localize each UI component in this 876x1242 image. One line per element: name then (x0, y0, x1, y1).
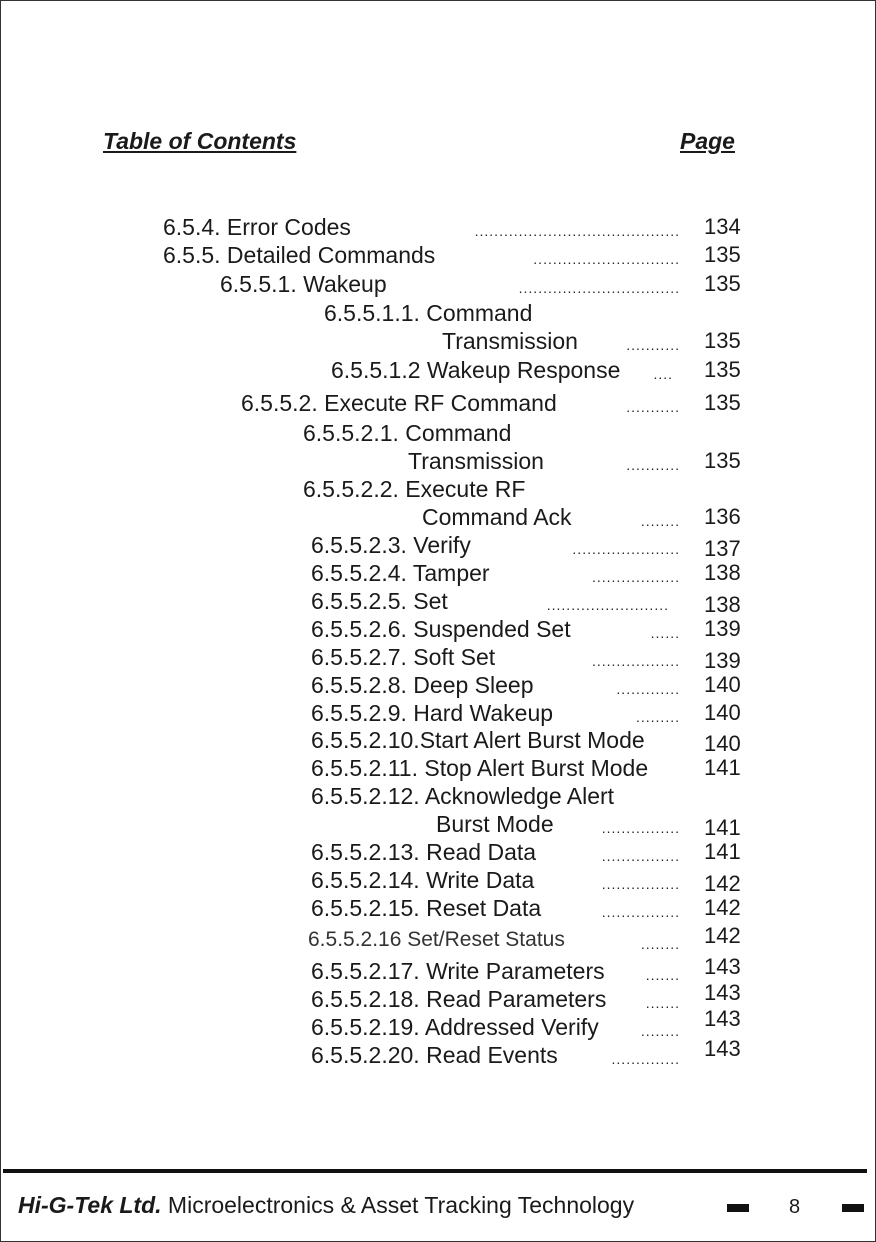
toc-entry[interactable] (0, 866, 876, 894)
toc-entry[interactable] (0, 782, 876, 810)
toc-entry-page: 135 (704, 271, 741, 296)
toc-entry-continuation[interactable] (0, 810, 876, 838)
leader-dots: ....... (645, 967, 680, 983)
toc-entry[interactable] (0, 726, 876, 754)
toc-entry[interactable] (0, 241, 876, 269)
footer-dash-left (727, 1204, 749, 1212)
toc-entry-label: 6.5.5.1.2 Wakeup Response (331, 357, 621, 383)
leader-dots: .................. (591, 653, 680, 669)
leader-dots: ...................... (572, 541, 680, 557)
toc-entry-page: 140 (704, 672, 741, 697)
toc-entry-page: 142 (704, 871, 741, 896)
toc-entry[interactable] (0, 299, 876, 327)
leader-dots: ................ (601, 820, 680, 836)
toc-title: Table of Contents (103, 128, 297, 154)
toc-entry-page: 143 (704, 1036, 741, 1061)
page-column-title: Page (680, 128, 735, 154)
toc-entry-page: 143 (704, 1006, 741, 1031)
footer-text (18, 1192, 634, 1219)
leader-dots: ........... (626, 457, 680, 473)
footer-dash-right (842, 1204, 864, 1212)
toc-entry[interactable] (0, 894, 876, 922)
toc-entry-page: 135 (704, 448, 741, 473)
toc-entry-label: 6.5.5.2.15. Reset Data (311, 895, 542, 921)
toc-entry[interactable] (0, 699, 876, 727)
leader-dots: ................ (601, 904, 680, 920)
toc-entry-label: 6.5.5.2.10.Start Alert Burst Mode (311, 727, 645, 753)
leader-dots: ................................. (518, 280, 680, 296)
toc-entry-label: 6.5.5.2.1. Command (303, 420, 512, 446)
toc-entry-label: 6.5.4. Error Codes (163, 214, 351, 240)
leader-dots: ........ (640, 513, 680, 529)
toc-entry-page: 137 (704, 536, 741, 561)
leader-dots: ................ (601, 876, 680, 892)
toc-entry[interactable] (0, 1006, 876, 1041)
toc-entry-continuation-label: Burst Mode (436, 811, 554, 837)
footer-tagline: Microelectronics & Asset Tracking Technology (161, 1192, 635, 1218)
leader-dots: ......... (635, 709, 680, 725)
toc-entry-label: 6.5.5.2.17. Write Parameters (311, 958, 605, 984)
toc-entry[interactable] (0, 923, 876, 954)
leader-dots: ....... (645, 995, 680, 1011)
toc-entry-label: 6.5.5.2.5. Set (311, 588, 448, 614)
toc-entry-page: 142 (704, 895, 741, 920)
toc-entry[interactable] (0, 213, 876, 241)
toc-entry-page: 141 (704, 815, 741, 840)
toc-entry-page: 139 (704, 616, 741, 641)
leader-dots: .............................. (533, 251, 680, 267)
toc-entry-label: 6.5.5.2.20. Read Events (311, 1042, 558, 1068)
toc-entry-page: 143 (704, 980, 741, 1005)
footer-company: Hi-G-Tek Ltd. (18, 1192, 162, 1218)
toc-entry-continuation-label: Transmission (408, 448, 544, 474)
leader-dots: ........ (640, 936, 680, 952)
leader-dots: .... (653, 366, 673, 382)
leader-dots: ................ (601, 848, 680, 864)
toc-entry-page: 135 (704, 242, 741, 267)
toc-entry-page: 143 (704, 954, 741, 979)
toc-entry[interactable] (0, 1036, 876, 1069)
toc-entry-label: 6.5.5.2.11. Stop Alert Burst Mode (311, 755, 649, 781)
leader-dots: ........ (640, 1023, 680, 1039)
toc-entry[interactable] (0, 531, 876, 559)
toc-entry-page: 141 (704, 839, 741, 864)
toc-entry-label: 6.5.5.2.12. Acknowledge Alert (311, 783, 615, 809)
toc-entry-label: 6.5.5.1. Wakeup (220, 271, 387, 297)
toc-entry[interactable] (0, 980, 876, 1013)
toc-entry-label: 6.5.5.2.9. Hard Wakeup (311, 700, 554, 726)
toc-entry-label: 6.5.5.2.19. Addressed Verify (311, 1014, 599, 1040)
toc-entry-page: 135 (704, 390, 741, 415)
toc-entry-label: 6.5.5.2.14. Write Data (311, 867, 535, 893)
toc-entry[interactable] (0, 838, 876, 866)
toc-entry[interactable] (0, 389, 876, 417)
toc-entry-page: 141 (704, 755, 741, 780)
toc-entry-page: 138 (704, 560, 741, 585)
toc-entry-continuation[interactable] (0, 327, 876, 355)
toc-entry[interactable] (0, 587, 876, 615)
toc-entry-page: 139 (704, 648, 741, 673)
toc-entry-label: 6.5.5.2.8. Deep Sleep (311, 672, 534, 698)
leader-dots: .................. (591, 569, 680, 585)
toc-entry-continuation-label: Transmission (442, 328, 578, 354)
toc-entry-page: 135 (704, 328, 741, 353)
toc-entry[interactable] (0, 419, 876, 447)
toc-entry-label: 6.5.5.1.1. Command (324, 300, 533, 326)
toc-entry-label: 6.5.5.2.16 Set/Reset Status (308, 928, 565, 951)
toc-entry[interactable] (0, 954, 876, 985)
toc-entry-label: 6.5.5.2.7. Soft Set (311, 644, 496, 670)
toc-entry-label: 6.5.5. Detailed Commands (163, 242, 436, 268)
toc-entry[interactable] (0, 754, 876, 782)
leader-dots: ......................... (546, 597, 669, 613)
toc-entry-page: 142 (704, 923, 741, 948)
leader-dots: ............. (616, 681, 680, 697)
toc-entry-label: 6.5.5.2.6. Suspended Set (311, 616, 571, 642)
toc-entry-label: 6.5.5.2.18. Read Parameters (311, 986, 607, 1012)
toc-entry[interactable] (0, 559, 876, 587)
toc-entry-label: 6.5.5.2.4. Tamper (311, 560, 490, 586)
toc-entry-page: 135 (704, 357, 741, 382)
toc-entry-page: 136 (704, 504, 741, 529)
leader-dots: ........... (626, 337, 680, 353)
leader-dots: ...... (650, 625, 680, 641)
leader-dots: .............. (611, 1051, 680, 1067)
toc-entry-page: 140 (704, 700, 741, 725)
toc-entry[interactable] (0, 475, 876, 503)
toc-entry[interactable] (0, 356, 876, 384)
toc-entry-page: 134 (704, 214, 741, 239)
footer-rule (3, 1169, 867, 1173)
toc-entry-label: 6.5.5.2.3. Verify (311, 532, 471, 558)
toc-entry-page: 138 (704, 592, 741, 617)
toc-entry[interactable] (0, 671, 876, 699)
leader-dots: ........... (626, 399, 680, 415)
toc-entry-label: 6.5.5.2.13. Read Data (311, 839, 537, 865)
toc-entry-continuation-label: Command Ack (422, 504, 572, 530)
toc-entry-label: 6.5.5.2. Execute RF Command (241, 390, 557, 416)
toc-entry-page: 140 (704, 731, 741, 756)
toc-entry-continuation[interactable] (0, 503, 876, 531)
leader-dots: .......................................... (474, 223, 680, 239)
toc-entry-label: 6.5.5.2.2. Execute RF (303, 476, 526, 502)
toc-entry-continuation[interactable] (0, 447, 876, 475)
footer-page-number: 8 (789, 1196, 801, 1218)
toc-entry[interactable] (0, 270, 876, 298)
toc-entry[interactable] (0, 643, 876, 671)
toc-entry[interactable] (0, 615, 876, 643)
